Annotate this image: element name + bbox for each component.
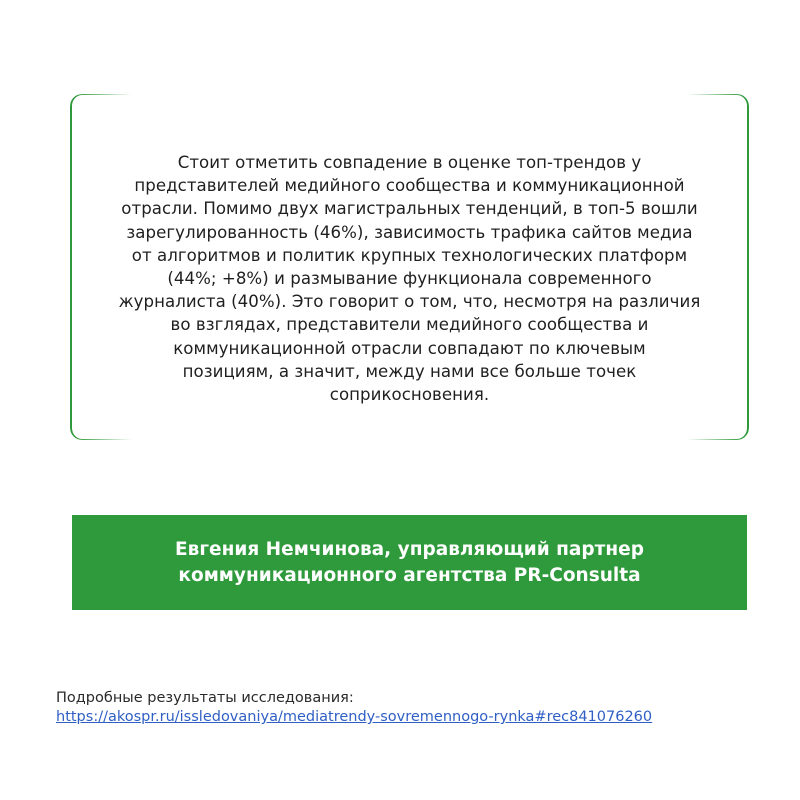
quote-line: во взглядах, представители медийного сообщества и [170, 315, 649, 335]
quote-line: журналиста (40%). Это говорит о том, что, несмотря на различия [118, 292, 701, 312]
quote-line: представителей медийного сообщества и коммуникационной [134, 176, 685, 196]
author-name-line: Евгения Немчинова, управляющий партнер [175, 538, 644, 560]
quote-frame [70, 94, 749, 438]
quote-line: отрасли. Помимо двух магистральных тенденций, в топ-5 вошли [121, 199, 698, 219]
quote-line: позициям, а значит, между нами все больше точек [182, 361, 637, 381]
quote-line: от алгоритмов и политик крупных технологических платформ [131, 245, 688, 265]
author-banner [72, 515, 747, 610]
results-link[interactable]: https://akospr.ru/issledovaniya/mediatrendy-sovremennogo-rynka#rec841076260 [56, 709, 653, 725]
quote-line: Стоит отметить совпадение в оценке топ-трендов у [177, 153, 642, 172]
results-label: Подробные результаты исследования: [56, 690, 354, 706]
author-caption [175, 537, 644, 589]
quote-line: (44%; +8%) и размывание функционала современного [167, 269, 652, 289]
results-block [56, 689, 652, 727]
quote-line: зарегулированность (46%), зависимость трафика сайтов медиа [126, 222, 693, 242]
quote-line: коммуникационной отрасли совпадают по ключевым [173, 338, 646, 358]
author-company-line: коммуникационного агентства PR-Consulta [178, 564, 641, 586]
quote-line: соприкосновения. [329, 385, 490, 405]
quote-text [88, 151, 731, 406]
